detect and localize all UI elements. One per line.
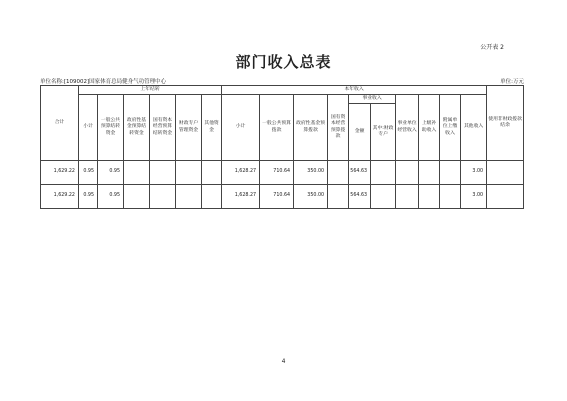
cell-ty-other: 3.00 xyxy=(461,161,487,185)
cell-ty-amount: 564.63 xyxy=(349,185,371,209)
header-ly-special: 财政专户管理资金 xyxy=(176,95,202,161)
cell-ly-general: 0.95 xyxy=(98,161,124,185)
cell-ly-subtotal: 0.95 xyxy=(79,185,98,209)
cell-ty-other: 3.00 xyxy=(461,185,487,209)
cell-ty-affiliated xyxy=(440,185,461,209)
cell-ty-higher xyxy=(419,185,440,209)
header-this-year: 本年收入 xyxy=(222,86,487,95)
header-ly-gov-fund: 政府性基金预算结转资金 xyxy=(124,95,150,161)
cell-ty-higher xyxy=(419,161,440,185)
header-non-fiscal-balance: 使用非财政拨款结余 xyxy=(487,86,524,161)
cell-ly-special xyxy=(176,161,202,185)
header-last-year: 上年结转 xyxy=(79,86,222,95)
cell-ty-amount: 564.63 xyxy=(349,161,371,185)
cell-ly-state-capital xyxy=(150,161,176,185)
cell-ty-ops xyxy=(396,161,419,185)
cell-ty-subtotal: 1,628.27 xyxy=(222,185,260,209)
cell-ty-gov-fund: 350.00 xyxy=(294,185,328,209)
cell-ly-other xyxy=(202,185,222,209)
cell-ty-of-which xyxy=(371,161,396,185)
cell-ly-general: 0.95 xyxy=(98,185,124,209)
cell-ly-state-capital xyxy=(150,185,176,209)
header-ty-affiliated: 附属单位上缴收入 xyxy=(440,95,461,161)
cell-ly-subtotal: 0.95 xyxy=(79,161,98,185)
cell-ty-ops xyxy=(396,185,419,209)
cell-total: 1,629.22 xyxy=(41,161,79,185)
form-number: 公开表 2 xyxy=(480,44,504,51)
cell-non-fiscal xyxy=(487,185,524,209)
header-ty-other: 其他收入 xyxy=(461,95,487,161)
cell-ly-other xyxy=(202,161,222,185)
header-ly-subtotal: 小计 xyxy=(79,95,98,161)
header-ly-general: 一般公共预算结转资金 xyxy=(98,95,124,161)
cell-ty-subtotal: 1,628.27 xyxy=(222,161,260,185)
header-ty-amount: 金额 xyxy=(349,104,371,161)
header-ty-general: 一般公共预算拨款 xyxy=(260,95,294,161)
cell-total: 1,629.22 xyxy=(41,185,79,209)
header-ty-subtotal: 小计 xyxy=(222,95,260,161)
cell-ly-gov-fund xyxy=(124,185,150,209)
header-ly-other: 其他资金 xyxy=(202,95,222,161)
cell-ty-affiliated xyxy=(440,161,461,185)
cell-ty-general: 710.64 xyxy=(260,161,294,185)
unit-name: 单位名称:[109002]国家体育总局健身气功管理中心 xyxy=(40,79,167,85)
page-title: 部门收入总表 xyxy=(235,53,332,71)
cell-ly-gov-fund xyxy=(124,161,150,185)
cell-ty-state-capital xyxy=(328,185,349,209)
header-ty-higher: 上级补助收入 xyxy=(419,95,440,161)
header-ty-state-capital: 国有资本经营预算拨款 xyxy=(328,95,349,161)
header-ty-business: 事业收入 xyxy=(349,95,396,104)
cell-ty-general: 710.64 xyxy=(260,185,294,209)
header-ty-ops: 事业单位经营收入 xyxy=(396,95,419,161)
page-number: 4 xyxy=(281,358,286,365)
cell-non-fiscal xyxy=(487,161,524,185)
cell-ty-of-which xyxy=(371,185,396,209)
header-ty-gov-fund: 政府性基金预算拨款 xyxy=(294,95,328,161)
cell-ly-special xyxy=(176,185,202,209)
header-ly-state-capital: 国有资本经营预算结转资金 xyxy=(150,95,176,161)
header-ty-of-which: 其中:财政专户 xyxy=(371,104,396,161)
table-row xyxy=(41,185,524,209)
header-total: 合计 xyxy=(41,86,79,161)
income-summary-table xyxy=(40,85,524,209)
currency-unit: 单位:万元 xyxy=(500,79,524,85)
table-row xyxy=(41,161,524,185)
cell-ty-gov-fund: 350.00 xyxy=(294,161,328,185)
cell-ty-state-capital xyxy=(328,161,349,185)
